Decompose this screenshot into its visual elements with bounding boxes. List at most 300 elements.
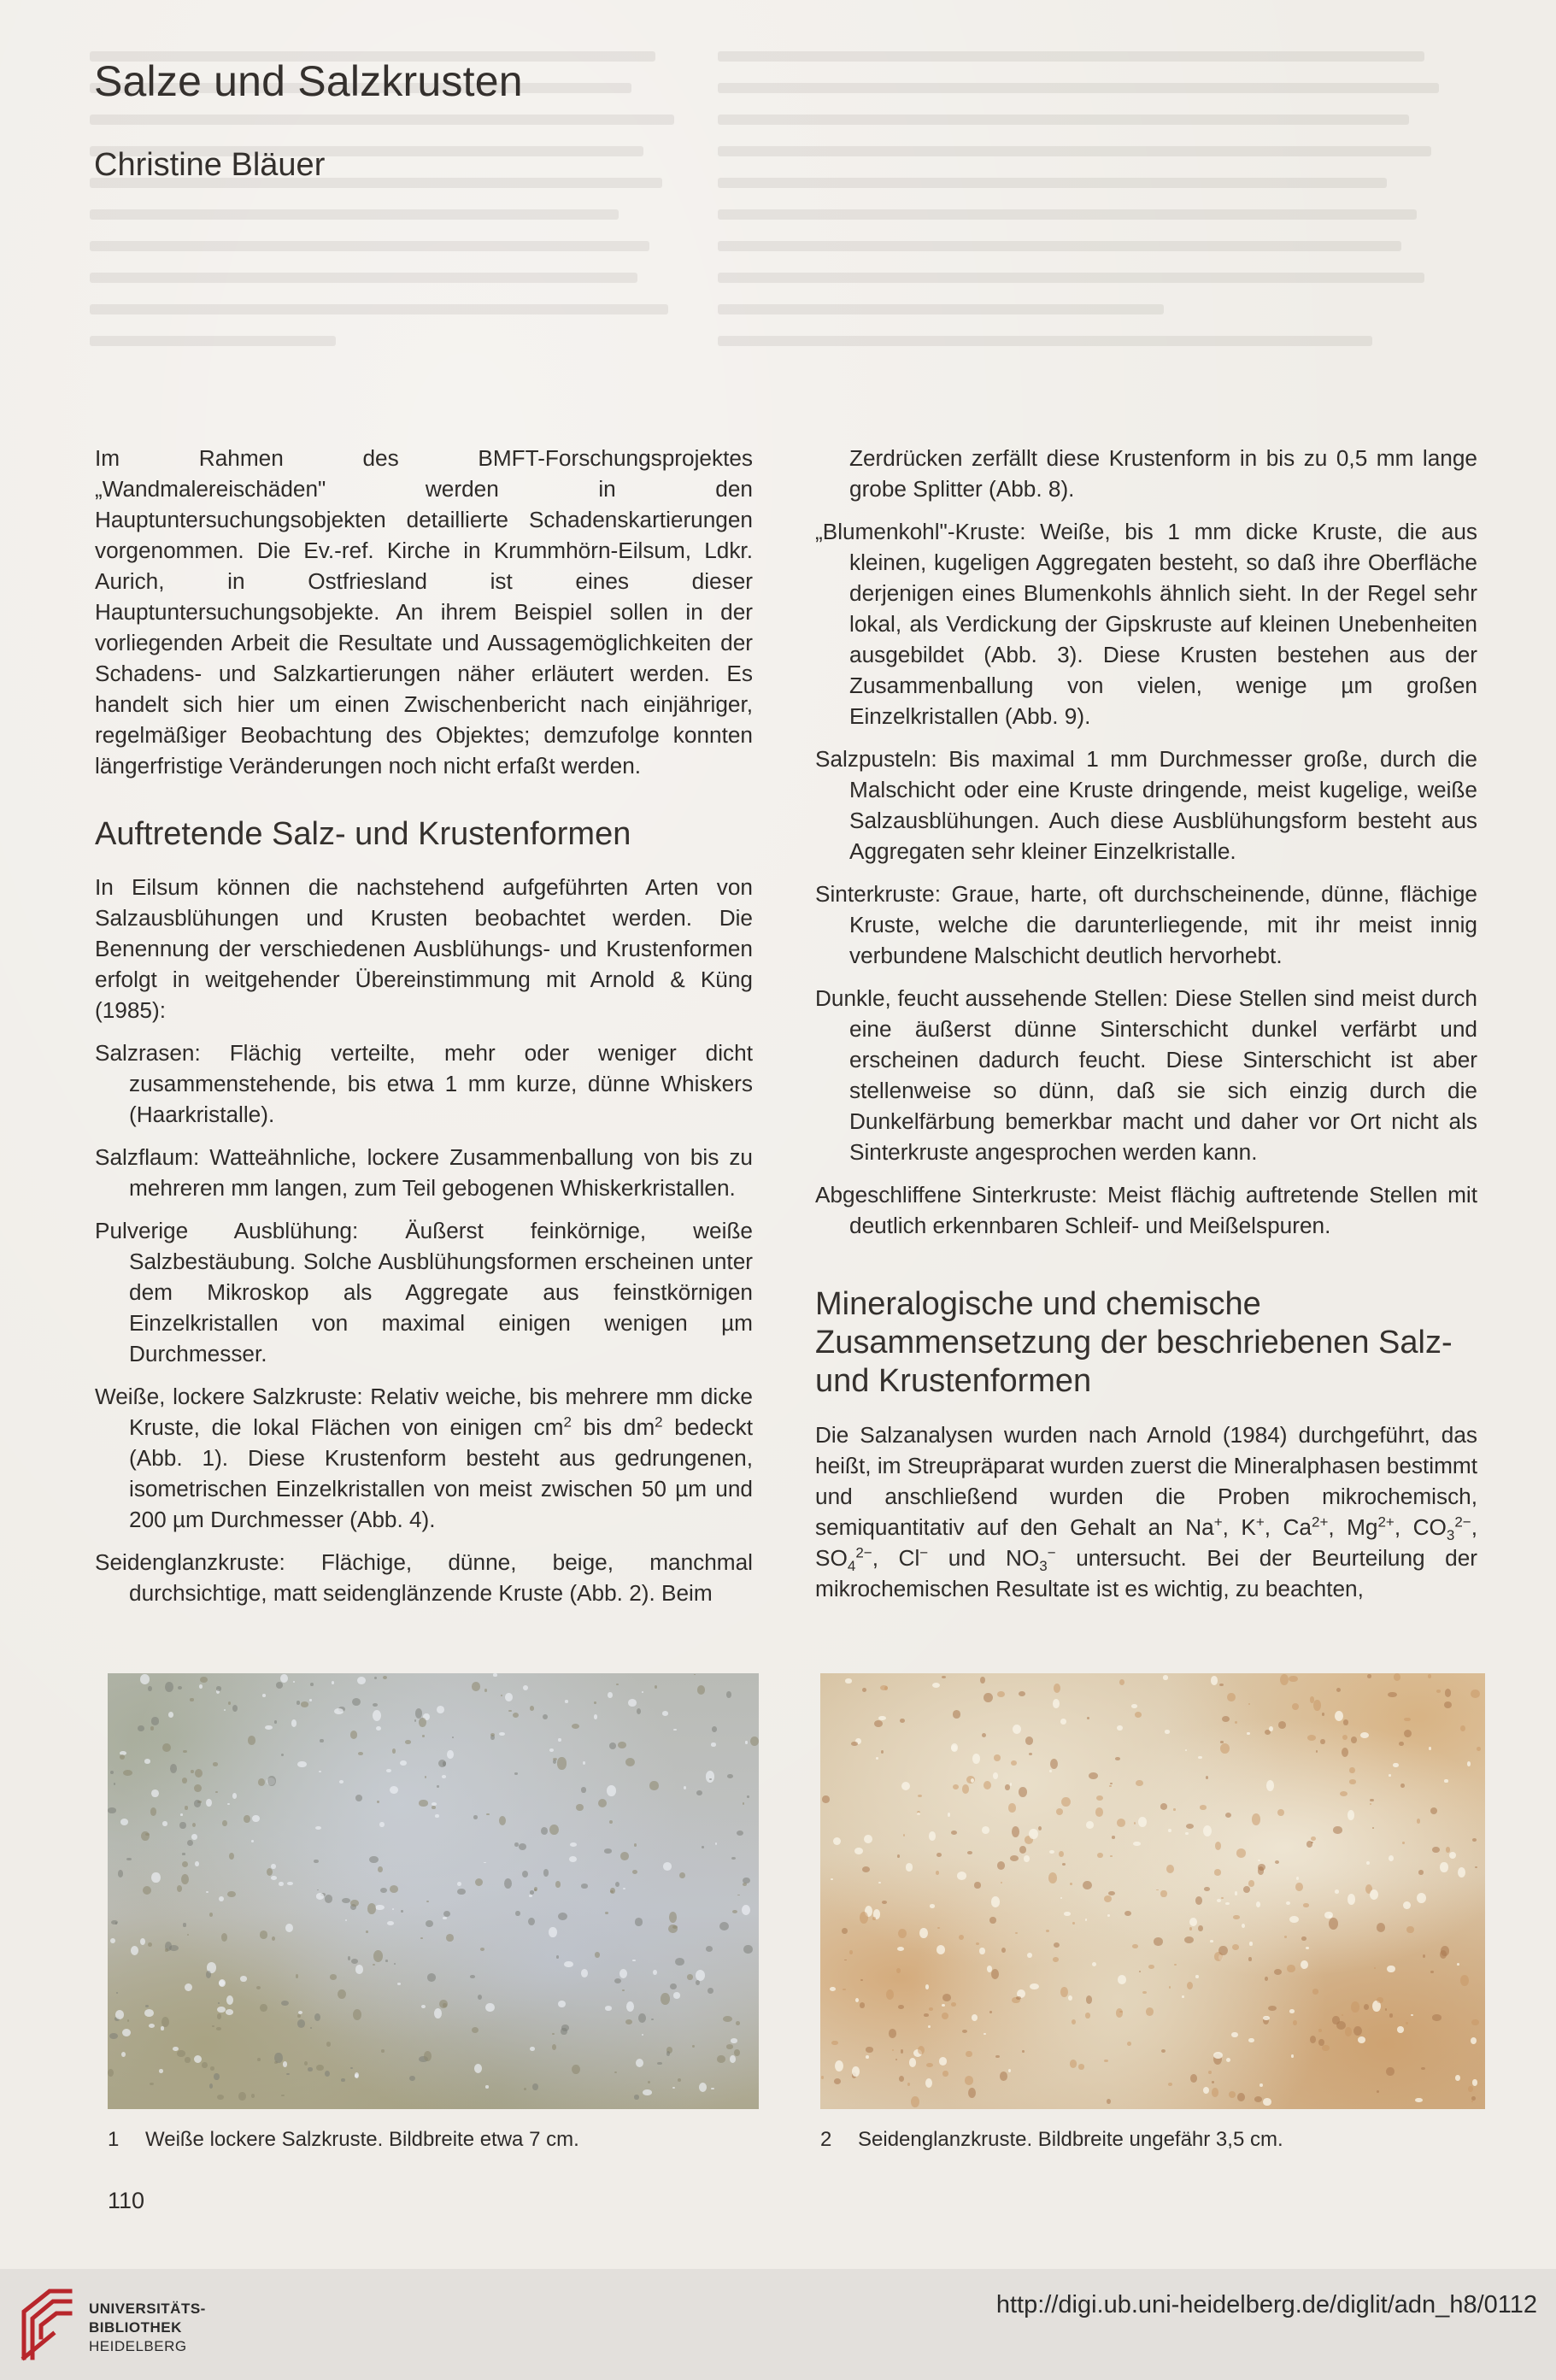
photo-texture-speck <box>485 2003 494 2013</box>
photo-texture-speck <box>1421 2067 1425 2070</box>
photo-texture-speck <box>984 2033 985 2035</box>
photo-texture-speck <box>352 1698 361 1706</box>
photo-texture-speck <box>866 2047 873 2052</box>
photo-texture-speck <box>1001 1882 1003 1883</box>
photo-texture-speck <box>558 2001 566 2008</box>
photo-texture-speck <box>1313 1700 1321 1710</box>
photo-texture-speck <box>484 1862 485 1864</box>
photo-texture-speck <box>1046 1930 1049 1932</box>
photo-texture-speck <box>151 1872 160 1883</box>
photo-texture-speck <box>325 1895 332 1902</box>
photo-texture-speck <box>907 2083 910 2086</box>
photo-texture-speck <box>1218 1946 1227 1955</box>
photo-texture-speck <box>849 1950 853 1954</box>
photo-texture-speck <box>730 2055 736 2063</box>
photo-texture-speck <box>110 1938 115 1943</box>
photo-texture-speck <box>1406 2022 1407 2024</box>
photo-texture-speck <box>1056 1808 1063 1815</box>
photo-texture-speck <box>420 1937 423 1939</box>
photo-texture-speck <box>972 1754 981 1764</box>
photo-texture-speck <box>447 1750 453 1759</box>
photo-texture-speck <box>316 1893 324 1899</box>
photo-texture-speck <box>1221 1897 1224 1899</box>
photo-texture-speck <box>493 1673 496 1676</box>
photo-texture-speck <box>1078 2064 1084 2069</box>
photo-texture-speck <box>373 1964 375 1966</box>
photo-texture-speck <box>1096 1795 1103 1801</box>
photo-texture-speck <box>1475 1866 1477 1869</box>
photo-texture-speck <box>310 2027 312 2029</box>
photo-texture-speck <box>1104 1895 1112 1902</box>
photo-texture-speck <box>697 1685 705 1694</box>
photo-texture-speck <box>1393 1763 1398 1768</box>
photo-texture-speck <box>543 1714 548 1719</box>
photo-texture-speck <box>993 1772 998 1779</box>
photo-texture-speck <box>1061 1797 1071 1807</box>
photo-texture-speck <box>392 1908 394 1910</box>
photo-texture-speck <box>287 1882 292 1885</box>
photo-texture-speck <box>726 2044 733 2049</box>
photo-texture-speck <box>649 1781 658 1789</box>
photo-texture-speck <box>437 1706 444 1713</box>
photo-texture-speck <box>925 2078 932 2089</box>
photo-texture-speck <box>833 1837 841 1845</box>
photo-texture-speck <box>351 1959 357 1964</box>
photo-texture-speck <box>1054 1684 1060 1693</box>
photo-texture-speck <box>1472 1838 1477 1842</box>
photo-texture-speck <box>1343 1719 1348 1725</box>
photo-texture-speck <box>642 1691 643 1693</box>
photo-texture-speck <box>1333 1826 1342 1833</box>
intro-paragraph: Im Rahmen des BMFT-Forschungsprojektes „Wandmalereischäden" werden in den Hauptuntersuchungsobjekten detaillierte Schadenskartierungen vorgenommen. Die Ev.-ref. Kirche in Krummhörn-Eilsum, Ldkr. Aurich, in Ostfriesland ist eines dieser Hauptuntersuchungsobjekte. An ihrem Beispiel sollen in der vorliegenden Arbeit die Resultate und Aussagemöglichkeiten der Schadens- und Salzkartierungen näher erläutert werden. Es handelt sich hier um einen Zwischenbericht nach einjähriger, regelmäßiger Beobachtung des Objektes; demzufolge konnten längerfristige Veränderungen noch nicht erfaßt werden. <box>95 445 753 779</box>
photo-texture-speck <box>711 1742 715 1746</box>
photo-texture-speck <box>1011 1760 1017 1766</box>
photo-texture-speck <box>218 2002 220 2004</box>
photo-texture-speck <box>475 1878 483 1886</box>
photo-texture-speck <box>1204 1887 1209 1891</box>
photo-texture-speck <box>1248 1957 1252 1961</box>
text-span: bis dm <box>571 1414 655 1440</box>
photo-texture-speck <box>1019 1787 1027 1796</box>
photo-texture-speck <box>357 1677 366 1684</box>
library-name-line: HEIDELBERG <box>89 2338 187 2354</box>
photo-texture-speck <box>917 1813 920 1815</box>
photo-texture-speck <box>1142 1991 1147 1994</box>
photo-texture-speck <box>1388 1692 1397 1698</box>
photo-texture-speck <box>731 2038 737 2042</box>
photo-texture-speck <box>1104 2060 1108 2062</box>
photo-texture-speck <box>332 1681 334 1684</box>
photo-texture-speck <box>206 1799 212 1807</box>
superscript: + <box>1213 1513 1223 1531</box>
photo-texture-speck <box>1109 1785 1111 1787</box>
photo-texture-speck <box>1400 1784 1404 1788</box>
photo-texture-speck <box>1165 1730 1170 1733</box>
library-logo-icon[interactable] <box>19 2286 75 2363</box>
photo-texture-speck <box>314 1860 319 1864</box>
library-name-line: BIBLIOTHEK <box>89 2319 182 2336</box>
photo-texture-speck <box>1418 1870 1424 1875</box>
photo-texture-speck <box>1097 1853 1102 1858</box>
photo-texture-speck <box>426 1920 433 1927</box>
photo-texture-speck <box>216 1686 221 1690</box>
photo-texture-speck <box>1029 1753 1033 1755</box>
photo-texture-speck <box>661 1993 670 2005</box>
photo-texture-speck <box>1070 2060 1077 2068</box>
photo-texture-speck <box>1387 1966 1395 1973</box>
photo-texture-speck <box>672 2087 675 2089</box>
photo-texture-speck <box>1083 1881 1092 1889</box>
photo-texture-speck <box>514 1772 518 1774</box>
text-span: , Mg <box>1328 1514 1378 1540</box>
photo-texture-speck <box>1138 1817 1147 1827</box>
photo-texture-speck <box>308 2067 312 2071</box>
photo-texture-speck <box>743 1802 745 1805</box>
photo-texture-speck <box>490 1733 495 1737</box>
photo-texture-speck <box>358 1752 364 1755</box>
photo-texture-speck <box>120 1819 129 1825</box>
photo-texture-speck <box>161 2017 169 2027</box>
photo-texture-speck <box>1404 1718 1410 1722</box>
photo-texture-speck <box>519 1843 526 1850</box>
photo-texture-speck <box>595 1952 601 1958</box>
photo-texture-speck <box>1370 1803 1371 1805</box>
photo-texture-speck <box>1235 1721 1237 1724</box>
photo-texture-speck <box>232 1793 237 1798</box>
photo-texture-speck <box>280 1674 288 1684</box>
photo-texture-speck <box>127 2019 129 2022</box>
photo-texture-speck <box>1324 1912 1332 1919</box>
photo-texture-speck <box>426 1901 429 1902</box>
photo-texture-speck <box>267 1868 273 1876</box>
photo-texture-speck <box>982 1826 989 1834</box>
photo-texture-speck <box>1220 1743 1230 1754</box>
photo-texture-speck <box>126 1858 132 1861</box>
photo-texture-speck <box>860 2002 866 2008</box>
library-name <box>89 2300 206 2356</box>
caption-text: Weiße lockere Salzkruste. Bildbreite etwa 7 cm. <box>145 2128 579 2151</box>
photo-texture-speck <box>1156 1889 1159 1891</box>
photo-texture-speck <box>297 1761 306 1768</box>
photo-texture-speck <box>897 1947 904 1951</box>
photo-texture-speck <box>555 1881 561 1887</box>
photo-texture-speck <box>272 1936 275 1941</box>
photo-texture-speck <box>1092 1962 1096 1966</box>
photo-texture-speck <box>304 2061 308 2066</box>
photo-texture-speck <box>608 1692 613 1699</box>
photo-texture-speck <box>642 2034 643 2036</box>
photo-texture-speck <box>281 1754 284 1756</box>
photo-texture-speck <box>1248 1880 1255 1887</box>
photo-texture-speck <box>903 1834 906 1837</box>
photo-texture-speck <box>390 1786 398 1794</box>
photo-texture-speck <box>906 1863 913 1871</box>
photo-texture-speck <box>148 1942 152 1947</box>
left-column <box>95 443 753 1620</box>
photo-texture-speck <box>669 1912 677 1923</box>
photo-texture-speck <box>1163 1675 1168 1679</box>
photo-texture-speck <box>1372 1827 1374 1829</box>
photo-texture-speck <box>942 2004 945 2007</box>
photo-texture-speck <box>1154 1937 1162 1946</box>
photo-texture-speck <box>192 1823 196 1827</box>
photo-texture-speck <box>267 1776 277 1786</box>
photo-texture-speck <box>594 1701 596 1704</box>
figure-number: 2 <box>820 2128 832 2151</box>
text-span: , Ca <box>1264 1514 1312 1540</box>
photo-texture-speck <box>478 1995 482 2000</box>
photo-texture-speck <box>605 1912 608 1914</box>
definition-item: „Blumenkohl"-Kruste: Weiße, bis 1 mm dicke Kruste, die aus kleinen, kugeligen Aggregaten besteht, so daß ihre Oberfläche derjenigen eines Blumenkohls ähnlich sieht. In der Regel sehr lokal, als Verdickung der Gipskruste auf kleinen Unebenheiten ausgebildet (Abb. 3). Diese Krusten bestehen aus der Zusammenballung von vielen, wenige µm großen Einzelkristallen (Abb. 9). <box>815 519 1477 729</box>
photo-texture-speck <box>400 1760 407 1766</box>
photo-texture-speck <box>1430 1971 1434 1973</box>
photo-texture-speck <box>355 1795 362 1801</box>
photo-texture-speck <box>1115 1757 1120 1760</box>
text-span: bedeckt (Abb. 1). Diese Krustenform besteht aus gedrungenen, isometrischen Einzelkristallen von meist zwischen 50 µm und 200 µm Durchmesser (Abb. 4). <box>129 1414 754 1532</box>
photo-texture-speck <box>274 1720 278 1724</box>
photo-texture-speck <box>980 1677 985 1684</box>
photo-texture-speck <box>194 1800 202 1807</box>
photo-texture-speck <box>634 1843 637 1846</box>
photo-texture-speck <box>1399 1742 1404 1747</box>
photo-texture-speck <box>692 2045 695 2048</box>
photo-texture-speck <box>251 2094 255 2098</box>
photo-texture-speck <box>401 1910 403 1913</box>
photo-texture-speck <box>942 1676 946 1678</box>
photo-texture-speck <box>1436 1690 1441 1693</box>
photo-texture-speck <box>1278 1721 1287 1729</box>
photo-texture-speck <box>1289 1916 1299 1923</box>
photo-texture-speck <box>339 1780 343 1784</box>
photo-texture-speck <box>1182 1995 1184 1997</box>
photo-texture-speck <box>378 1866 383 1873</box>
figure-1-photo <box>108 1673 759 2109</box>
photo-texture-speck <box>443 1917 447 1920</box>
photo-texture-speck <box>552 2033 555 2035</box>
photo-texture-speck <box>549 1927 557 1936</box>
photo-texture-speck <box>632 1960 635 1961</box>
photo-texture-speck <box>1322 1713 1324 1716</box>
photo-texture-speck <box>1471 2096 1476 2101</box>
photo-texture-speck <box>1471 2037 1477 2044</box>
photo-texture-speck <box>392 1748 396 1754</box>
photo-texture-speck <box>711 2088 714 2089</box>
paragraph: In Eilsum können die nachstehend aufgeführten Arten von Salzausblühungen und Krusten beobachtet werden. Die Benennung der verschiedenen Ausblühungs- und Krustenformen erfolgt in weitgehender Übereinstimmung mit Arnold & Küng (1985): <box>95 874 753 1023</box>
photo-texture-speck <box>732 1910 737 1913</box>
photo-texture-speck <box>953 1784 959 1789</box>
photo-texture-speck <box>1364 2004 1369 2010</box>
photo-texture-speck <box>1332 2016 1339 2024</box>
photo-texture-speck <box>140 1938 145 1945</box>
photo-texture-speck <box>1322 2045 1329 2051</box>
photo-texture-speck <box>350 1731 358 1739</box>
photo-texture-speck <box>419 1718 426 1727</box>
photo-texture-speck <box>1467 1761 1471 1766</box>
photo-texture-speck <box>442 1775 446 1778</box>
photo-texture-speck <box>684 1786 686 1789</box>
photo-texture-speck <box>1432 2014 1441 2020</box>
text-span: und NO <box>928 1545 1040 1571</box>
photo-texture-speck <box>161 2026 163 2030</box>
photo-texture-speck <box>115 2010 124 2019</box>
photo-texture-speck <box>326 2042 331 2046</box>
photo-texture-speck <box>443 2003 446 2007</box>
photo-texture-speck <box>244 1815 250 1824</box>
photo-texture-speck <box>1062 1863 1066 1866</box>
photo-texture-speck <box>1131 1704 1137 1708</box>
photo-texture-speck <box>968 2088 976 2098</box>
photo-texture-speck <box>293 1681 295 1684</box>
photo-texture-speck <box>296 1974 299 1978</box>
photo-texture-speck <box>743 1883 747 1886</box>
photo-texture-speck <box>930 1904 935 1907</box>
photo-texture-speck <box>1259 2083 1263 2087</box>
photo-texture-speck <box>831 1878 832 1880</box>
photo-texture-speck <box>185 2057 191 2062</box>
photo-texture-speck <box>835 2060 843 2071</box>
photo-texture-speck <box>638 2013 646 2023</box>
photo-texture-speck <box>896 1968 901 1974</box>
photo-texture-speck <box>217 2007 226 2013</box>
photo-texture-speck <box>694 1674 696 1676</box>
photo-texture-speck <box>1460 1975 1469 1985</box>
photo-texture-speck <box>286 2073 290 2076</box>
photo-texture-speck <box>530 2047 534 2051</box>
photo-texture-speck <box>271 1876 277 1880</box>
photo-texture-speck <box>662 1711 669 1716</box>
photo-texture-speck <box>635 1918 643 1926</box>
photo-texture-speck <box>1070 1883 1072 1886</box>
photo-texture-speck <box>843 1989 846 1991</box>
photo-texture-speck <box>1367 1674 1371 1678</box>
photo-texture-speck <box>862 1688 866 1692</box>
photo-texture-speck <box>1206 1776 1208 1779</box>
photo-texture-speck <box>310 1683 314 1686</box>
photo-texture-speck <box>668 1925 678 1934</box>
photo-texture-speck <box>209 2083 213 2089</box>
photo-texture-speck <box>162 1821 167 1826</box>
photo-texture-speck <box>1335 1711 1343 1721</box>
photo-texture-speck <box>409 2076 414 2081</box>
superscript: 2+ <box>1311 1513 1329 1531</box>
photo-texture-speck <box>1458 1867 1465 1878</box>
photo-texture-speck <box>997 1861 1005 1870</box>
photo-texture-speck <box>696 1980 700 1985</box>
photo-texture-speck <box>1132 1944 1139 1948</box>
photo-texture-speck <box>373 1710 382 1721</box>
photo-texture-speck <box>474 2064 483 2074</box>
photo-texture-speck <box>625 2019 632 2025</box>
photo-texture-speck <box>900 1719 905 1724</box>
photo-texture-speck <box>309 1699 312 1701</box>
photo-texture-speck <box>1280 1674 1289 1685</box>
photo-texture-speck <box>145 2005 149 2007</box>
photo-texture-speck <box>1184 1936 1194 1943</box>
source-url-link[interactable]: http://digi.ub.uni-heidelberg.de/diglit/adn_h8/0112 <box>995 2291 1537 2318</box>
photo-texture-speck <box>515 1911 520 1916</box>
photo-texture-speck <box>1229 2091 1236 2098</box>
photo-texture-speck <box>598 1799 607 1807</box>
photo-texture-speck <box>937 1927 940 1929</box>
photo-texture-speck <box>387 1921 394 1925</box>
photo-texture-speck <box>1016 1996 1021 2000</box>
photo-texture-speck <box>1389 1774 1392 1777</box>
photo-texture-speck <box>144 2009 154 2017</box>
photo-texture-speck <box>219 1896 224 1901</box>
photo-texture-speck <box>972 2014 978 2021</box>
photo-texture-speck <box>232 1705 238 1712</box>
photo-texture-speck <box>717 2055 725 2063</box>
text-span: , CO <box>1394 1514 1447 1540</box>
superscript: + <box>1255 1513 1265 1531</box>
photo-texture-speck <box>951 1743 958 1752</box>
photo-texture-speck <box>675 1958 684 1966</box>
photo-texture-speck <box>1289 2009 1295 2013</box>
photo-texture-speck <box>1243 1886 1250 1893</box>
photo-texture-speck <box>1212 2081 1214 2083</box>
footer-bar <box>0 2269 1556 2380</box>
photo-texture-speck <box>1010 1855 1019 1861</box>
photo-texture-speck <box>1001 1948 1006 1954</box>
photo-texture-speck <box>530 1706 534 1711</box>
photo-texture-speck <box>217 2095 224 2101</box>
photo-texture-speck <box>734 2049 740 2057</box>
photo-texture-speck <box>470 1975 475 1978</box>
photo-texture-speck <box>615 1882 619 1887</box>
photo-texture-speck <box>1293 2020 1297 2025</box>
photo-texture-speck <box>594 1714 598 1719</box>
photo-texture-speck <box>715 1842 717 1844</box>
photo-texture-speck <box>194 2055 202 2063</box>
photo-texture-speck <box>895 2059 897 2060</box>
photo-texture-speck <box>1266 1780 1275 1791</box>
photo-texture-speck <box>618 1742 627 1748</box>
photo-texture-speck <box>508 1710 511 1712</box>
figure-1-caption <box>108 2128 579 2152</box>
photo-texture-speck <box>380 1888 387 1893</box>
photo-texture-speck <box>421 2005 426 2008</box>
photo-texture-speck <box>1428 1674 1431 1678</box>
photo-texture-speck <box>1444 1779 1447 1783</box>
photo-texture-speck <box>1086 1821 1094 1829</box>
photo-texture-speck <box>350 2067 353 2069</box>
photo-texture-speck <box>248 1736 255 1744</box>
photo-texture-speck <box>932 1683 940 1688</box>
photo-texture-speck <box>317 1889 319 1891</box>
photo-texture-speck <box>256 1986 261 1989</box>
photo-texture-speck <box>872 1917 876 1919</box>
photo-texture-speck <box>1254 2096 1262 2102</box>
photo-texture-speck <box>452 1737 454 1738</box>
photo-texture-speck <box>653 1970 657 1975</box>
photo-texture-speck <box>1307 1735 1316 1741</box>
photo-texture-speck <box>1054 1942 1060 1948</box>
photo-texture-speck <box>581 1883 588 1889</box>
photo-texture-speck <box>736 2021 740 2025</box>
photo-texture-speck <box>1340 1791 1348 1796</box>
photo-texture-speck <box>260 1930 268 1939</box>
photo-texture-speck <box>348 1956 351 1960</box>
photo-texture-speck <box>338 1989 346 1999</box>
photo-texture-speck <box>706 1771 715 1782</box>
photo-texture-speck <box>1064 1912 1071 1916</box>
photo-texture-speck <box>199 1684 203 1689</box>
photo-texture-speck <box>414 1719 416 1722</box>
photo-texture-speck <box>1195 1896 1202 1905</box>
photo-texture-speck <box>1377 1923 1385 1932</box>
photo-texture-speck <box>1295 1883 1303 1891</box>
photo-texture-speck <box>1107 1914 1110 1917</box>
